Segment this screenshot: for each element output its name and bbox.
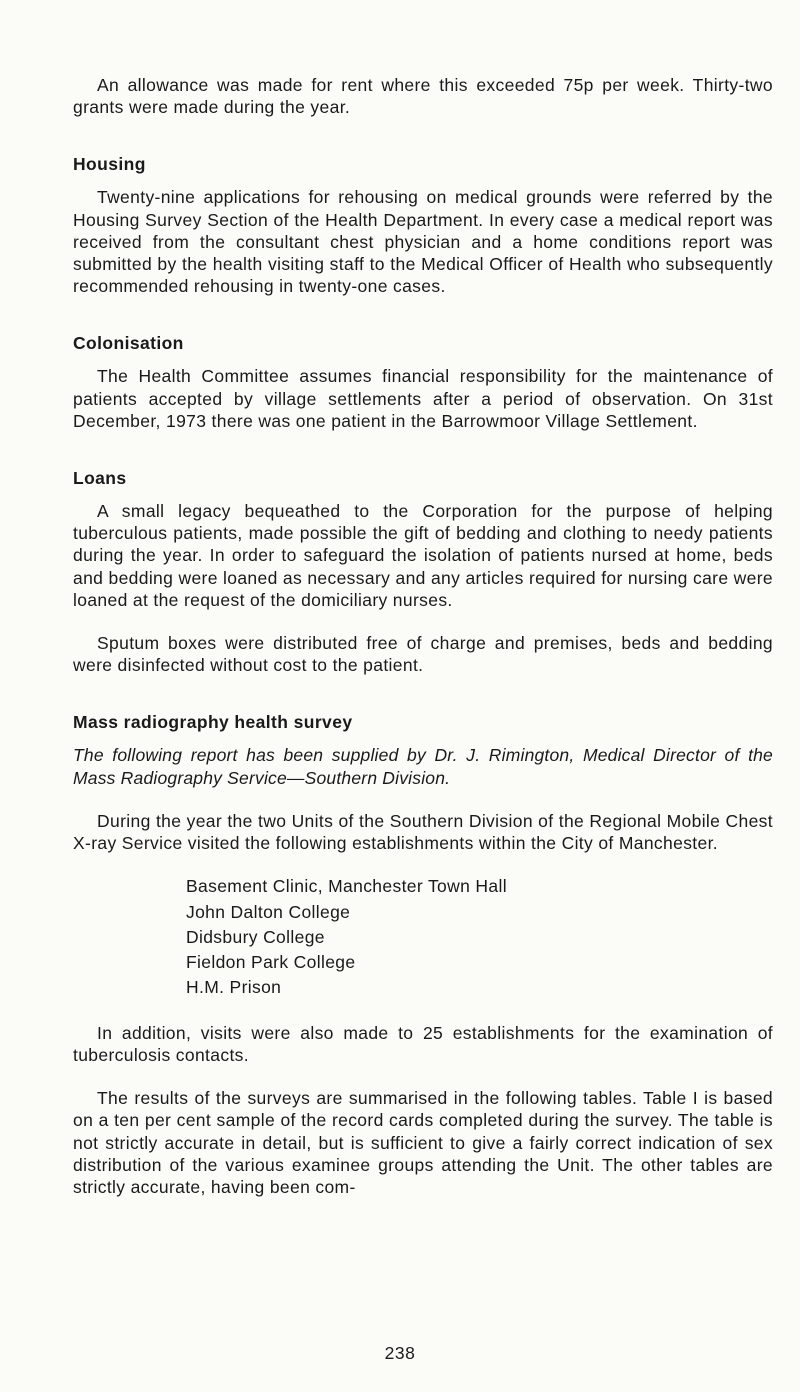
mass-radiography-paragraph-2: In addition, visits were also made to 25 establishments for the examination of tuberculosis contacts. — [73, 1022, 773, 1065]
establishment-item: John Dalton College — [186, 901, 351, 922]
colonisation-heading: Colonisation — [73, 333, 184, 354]
establishment-item: H.M. Prison — [186, 977, 282, 998]
mass-radiography-paragraph-3: The results of the surveys are summarised in the following tables. Table I is based on a ten per cent sample of the record cards completed during the survey. The table is not strictly accurate in detail, but is sufficient to give a fairly correct indication of sex distribution of the various examinee groups attending the Unit. The other tables are strictly accurate, having been com- — [73, 1088, 773, 1197]
establishments-list — [186, 874, 773, 1000]
housing-paragraph: Twenty-nine applications for rehousing on medical grounds were referred by the Housing Survey Section of the Health Department. In every case a medical report was received from the consultant chest physician and a home conditions report was submitted by the health visiting staff to the Medical Officer of Health who subsequently recommended rehousing in twenty-one cases. — [73, 187, 773, 297]
establishment-item: Basement Clinic, Manchester Town Hall — [186, 876, 507, 897]
page-number: 238 — [384, 1343, 416, 1363]
loans-paragraph-2: Sputum boxes were distributed free of charge and premises, beds and bedding were disinfected without cost to the patient. — [73, 633, 773, 676]
establishment-item: Didsbury College — [186, 926, 325, 947]
mass-radiography-heading: Mass radiography health survey — [73, 712, 353, 733]
loans-heading: Loans — [73, 468, 127, 489]
loans-paragraph-1: A small legacy bequeathed to the Corporation for the purpose of helping tuberculous patients, made possible the gift of bedding and clothing to needy patients during the year. In order to safeguard the isolation of patients nursed at home, beds and bedding were loaned as necessary and any articles required for nursing care were loaned at the request of the domiciliary nurses. — [73, 501, 773, 610]
document-page — [73, 74, 773, 1198]
colonisation-paragraph: The Health Committee assumes financial responsibility for the maintenance of patients accepted by village settlements after a period of observation. On 31st December, 1973 there was one patient in the Barrowmoor Village Settlement. — [73, 366, 773, 431]
establishment-item: Fieldon Park College — [186, 952, 356, 973]
report-source-note: The following report has been supplied by Dr. J. Rimington, Medical Director of the Mass Radiography Service—Southern Division. — [73, 745, 773, 788]
rent-allowance-paragraph: An allowance was made for rent where this exceeded 75p per week. Thirty-two grants were made during the year. — [73, 75, 773, 118]
housing-heading: Housing — [73, 154, 146, 175]
mass-radiography-paragraph-1: During the year the two Units of the Southern Division of the Regional Mobile Chest X-ray Service visited the following establishments within the City of Manchester. — [73, 810, 773, 854]
